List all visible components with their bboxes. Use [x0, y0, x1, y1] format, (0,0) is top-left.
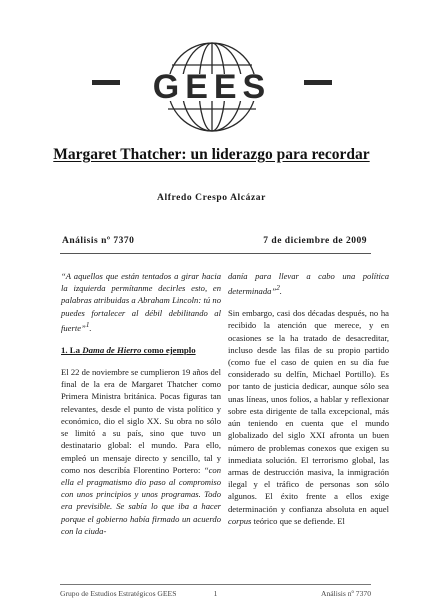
opening-quote: “A aquellos que están tentados a girar hacia la izquierda permítanme decirles esto, en palabras atribuidas a Abraham Lincoln: tú no puedes fortalecer al débil debilitando al fuerte”$^1$. — [61, 271, 221, 333]
section-italic: Dama de Hierro — [82, 344, 142, 355]
paragraph-text: El 22 de noviembre se cumplieron 19 años del final de la era de Margaret Thatcher como Primera Ministra británica. Pocas figuras tan relevantes, desde el punto de vista político y económico, dio el siglo XX. Su obra no sólo se limitó a su país, sino que tuvo un destinatario global: el mundo. Para ello, empleó un mensaje directo y sencillo, tal y como nos describía Florentino Portero: — [61, 367, 221, 475]
meta-row — [62, 236, 367, 250]
right-column — [228, 270, 389, 527]
analysis-number: Análisis nº 7370 — [62, 236, 135, 246]
page-number: 1 — [213, 589, 218, 598]
paragraph-quote: “con ella el pragmatismo dio paso al compromiso con unos principios y unos programas. Todo era previsible. Se sabía lo que iba a hacer porque el gobierno había firmado un acuerdo con la ciuda- — [61, 464, 221, 536]
publication-date: 7 de diciembre de 2009 — [263, 236, 367, 246]
continued-quote-text: danía para llevar a cabo una política determinada” — [228, 271, 389, 297]
section-prefix: 1. La — [61, 344, 83, 355]
body-paragraph — [228, 307, 389, 527]
body-paragraph — [61, 366, 221, 537]
logo-text: GEES — [152, 68, 272, 106]
author-name: Alfredo Crespo Alcázar — [157, 193, 266, 203]
footer-analysis: Análisis nº 7370 — [320, 589, 371, 598]
paragraph-text-end: teórico que se defiende. El — [251, 515, 345, 526]
gees-logo — [92, 40, 332, 135]
continued-quote: danía para llevar a cabo una política determinada”$^2$. — [228, 271, 389, 297]
page-title: Margaret Thatcher: un liderazgo para recordar — [53, 146, 370, 163]
footnote-ref-2: 2 — [276, 284, 280, 293]
left-column — [61, 270, 221, 537]
footer-divider — [60, 584, 371, 585]
italic-term: corpus — [228, 515, 252, 526]
page-footer — [60, 589, 371, 599]
footer-org: Grupo de Estudios Estratégicos GEES — [60, 589, 177, 598]
footnote-ref-1: 1 — [85, 320, 90, 329]
header-divider — [60, 253, 371, 254]
section-suffix: como ejemplo — [141, 344, 196, 355]
quote-text: “A aquellos que están tentados a girar hacia la izquierda permítanme decirles esto, en palabras atribuidas a Abraham Lincoln: tú no puedes fortalecer al débil debilitando al fuerte” — [61, 271, 221, 333]
section-heading — [61, 344, 221, 356]
paragraph-text: Sin embargo, casi dos décadas después, no ha recibido la atención que merece, y en ocasiones se la ha tratado de desacreditar, incluso desde las filas de su propio partido (como fue el caso de quien en su día fue considerado su delfín, Michael Portillo). Es por tanto de justicia dedicar, aunque sólo sea unas líneas, unos folios, a hablar y reflexionar sobre esta dirigente de talla excepcional, más aún teniendo en cuenta que el mundo globalizado del siglo XXI afronta un buen número de problemas conexos que exigen su inmediata solución. El terrorismo global, las armas de destrucción masiva, la inmigración ilegal y el tráfico de personas son sólo algunos. El éxito frente a ellos exige determinación y confianza absoluta en aquel — [228, 308, 389, 514]
